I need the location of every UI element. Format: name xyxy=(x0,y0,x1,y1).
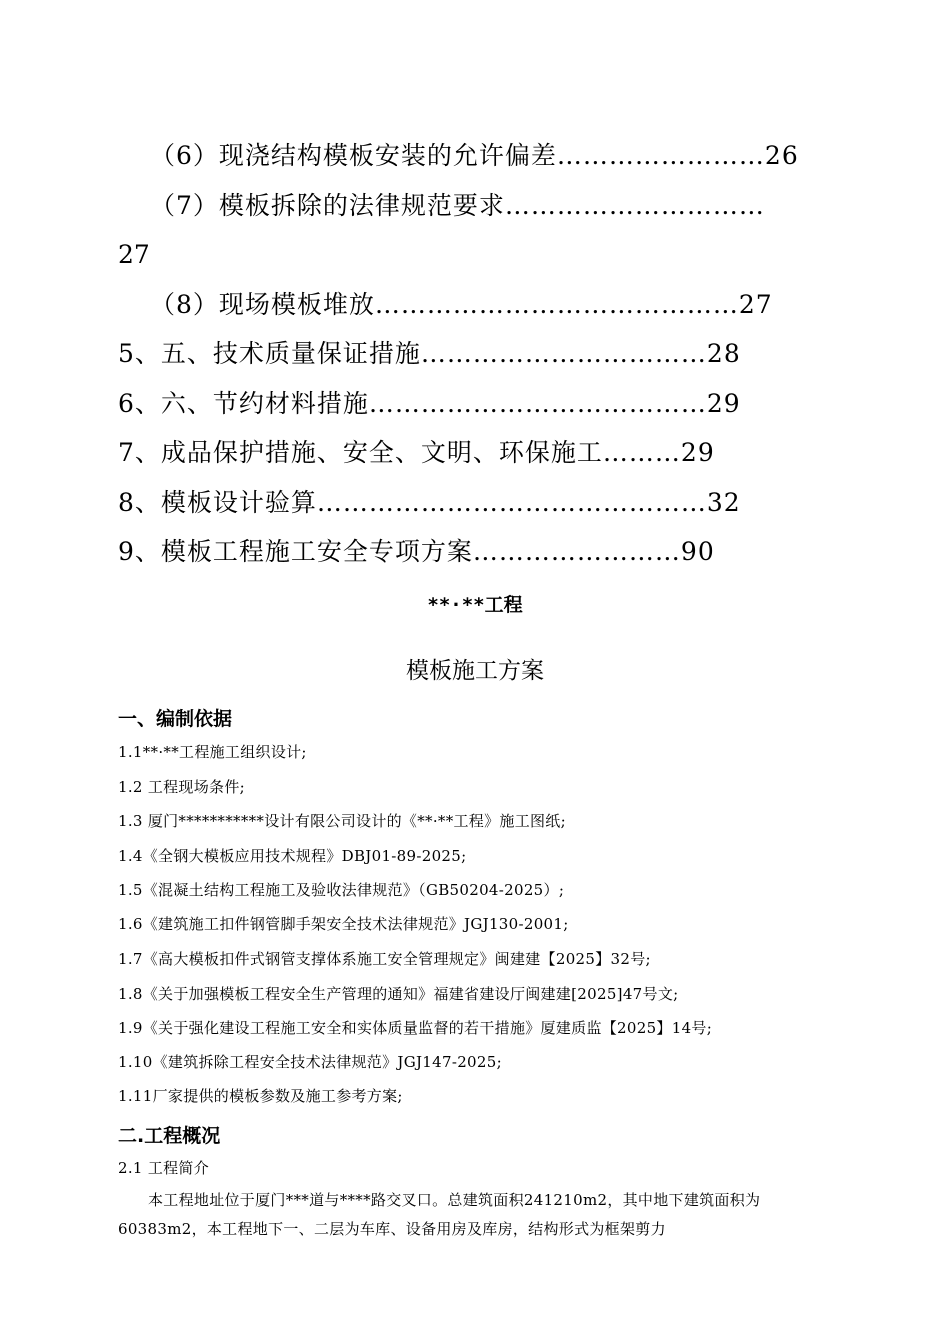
project-intro-paragraph: 本工程地址位于厦门***道与****路交叉口。总建筑面积241210m2，其中地下建筑面积为60383m2，本工程地下一、二层为车库、设备用房及库房，结构形式为框架剪力 xyxy=(118,1191,761,1238)
basis-item-4: 1.4《全钢大模板应用技术规程》DBJ01-89-2025; xyxy=(118,847,467,865)
basis-item-5: 1.5《混凝土结构工程施工及验收法律规范》（GB50204-2025）; xyxy=(118,881,565,899)
toc-entry-6: （6）现浇结构模板安装的允许偏差……………………26 xyxy=(150,141,799,170)
basis-item-9: 1.9《关于强化建设工程施工安全和实体质量监督的若干措施》厦建质监【2025】14号; xyxy=(118,1019,713,1037)
basis-item-6: 1.6《建筑施工扣件钢管脚手架安全技术法律规范》JGJ130-2001; xyxy=(118,915,569,933)
section-2-1-subheading: 2.1 工程简介 xyxy=(118,1159,210,1177)
plan-title: 模板施工方案 xyxy=(406,658,544,684)
toc-entry-7: （7）模板拆除的法律规范要求………………………… xyxy=(150,191,765,220)
basis-item-11: 1.11厂家提供的模板参数及施工参考方案; xyxy=(118,1087,403,1105)
basis-item-2: 1.2 工程现场条件; xyxy=(118,778,245,796)
basis-item-10: 1.10《建筑拆除工程安全技术法律规范》JGJ147-2025; xyxy=(118,1053,502,1071)
basis-item-7: 1.7《高大模板扣件式钢管支撑体系施工安全管理规定》闽建建【2025】32号; xyxy=(118,950,651,968)
section-2-heading: 二.工程概况 xyxy=(118,1125,221,1147)
toc-entry-8: （8）现场模板堆放……………………………………27 xyxy=(150,290,773,319)
toc-entry-6b: 6、六、节约材料措施…………………………………29 xyxy=(118,389,741,418)
section-1-heading: 一、编制依据 xyxy=(118,708,233,730)
toc-entry-9: 9、模板工程施工安全专项方案……………………90 xyxy=(118,537,715,566)
toc-entry-7b: 7、成品保护措施、安全、文明、环保施工………29 xyxy=(118,438,715,467)
toc-entry-7-page: 27 xyxy=(118,240,150,269)
basis-item-1: 1.1**·**工程施工组织设计; xyxy=(118,743,307,761)
project-title: **·**工程 xyxy=(427,594,523,616)
toc-entry-8b: 8、模板设计验算………………………………………32 xyxy=(118,488,741,517)
basis-item-8: 1.8《关于加强模板工程安全生产管理的通知》福建省建设厅闽建建[2025]47号文; xyxy=(118,985,679,1003)
basis-item-3: 1.3 厦门***********设计有限公司设计的《**·**工程》施工图纸; xyxy=(118,812,566,830)
toc-entry-5: 5、五、技术质量保证措施……………………………28 xyxy=(118,339,741,368)
